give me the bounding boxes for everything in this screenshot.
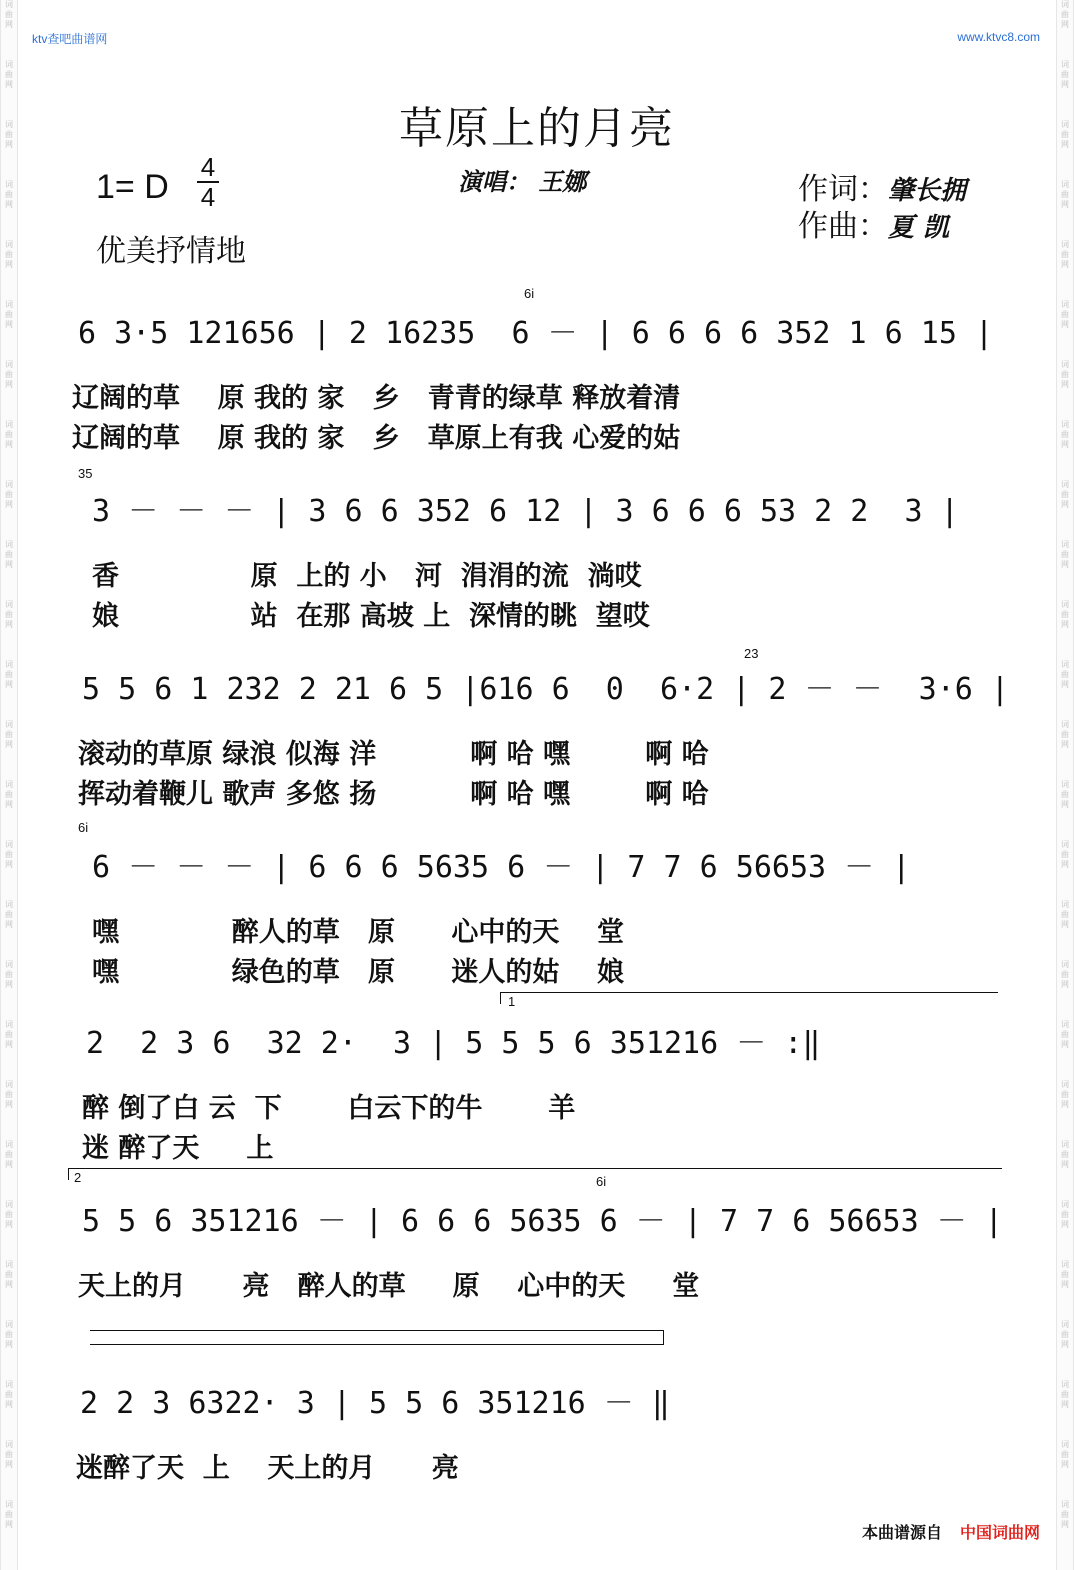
watermark-glyph: 网 — [1061, 920, 1069, 929]
watermark-glyph: 词 — [5, 1440, 13, 1449]
watermark-glyph: 网 — [1061, 20, 1069, 29]
grace-note: 6i — [596, 1174, 607, 1189]
site-name-left: ktv查吧曲谱网 — [32, 32, 108, 46]
watermark-glyph: 词 — [1061, 840, 1069, 849]
watermark-glyph: 词 — [1061, 1380, 1069, 1389]
volta-bracket-1 — [500, 992, 998, 993]
watermark-glyph: 网 — [5, 860, 13, 869]
watermark-glyph: 曲 — [5, 1150, 13, 1159]
notation-line: 6 3·5 121656 | 2 16235 6 － | 6 6 6 6 352 1 6 15 | — [78, 316, 994, 351]
watermark-glyph: 网 — [5, 20, 13, 29]
watermark-glyph: 网 — [5, 680, 13, 689]
lyric-verse-1: 滚动的草原 绿浪 似海 洋 啊 哈 嘿 啊 哈 — [78, 739, 709, 770]
watermark-glyph: 词 — [5, 840, 13, 849]
watermark-glyph: 曲 — [5, 850, 13, 859]
watermark-glyph: 网 — [1061, 1400, 1069, 1409]
source-label: 本曲谱源自 — [861, 1523, 942, 1542]
lyric-verse-1: 嘿 醉人的草 原 心中的天 堂 — [92, 917, 624, 948]
watermark-glyph: 网 — [5, 1280, 13, 1289]
watermark-glyph: 词 — [5, 1020, 13, 1029]
watermark-gap — [1057, 1290, 1073, 1320]
watermark-glyph: 网 — [5, 1400, 13, 1409]
watermark-glyph: 网 — [1061, 560, 1069, 569]
watermark-gap — [1057, 690, 1073, 720]
watermark-glyph: 曲 — [5, 430, 13, 439]
volta-bracket-2-edge — [68, 1168, 69, 1180]
watermark-glyph: 词 — [5, 480, 13, 489]
watermark-glyph: 词 — [1061, 660, 1069, 669]
watermark-glyph: 网 — [5, 1220, 13, 1229]
watermark-glyph: 网 — [1061, 380, 1069, 389]
grace-note: 6i — [78, 820, 89, 835]
watermark-glyph: 曲 — [5, 790, 13, 799]
watermark-glyph: 曲 — [5, 310, 13, 319]
volta-1-number: 1 — [508, 994, 516, 1009]
watermark-glyph: 曲 — [1061, 250, 1069, 259]
watermark-glyph: 词 — [1061, 60, 1069, 69]
watermark-gap — [1, 1230, 17, 1260]
watermark-glyph: 曲 — [1061, 730, 1069, 739]
watermark-glyph: 网 — [1061, 140, 1069, 149]
watermark-glyph: 词 — [1061, 1080, 1069, 1089]
watermark-glyph: 词 — [5, 780, 13, 789]
notation-line: 2 2 3 6 32 2· 3 | 5 5 5 6 351216 － :‖ — [86, 1026, 821, 1061]
coda-line-upper — [90, 1330, 664, 1331]
watermark-gap — [1, 1350, 17, 1380]
watermark-glyph: 网 — [1061, 800, 1069, 809]
watermark-glyph: 曲 — [1061, 370, 1069, 379]
watermark-glyph: 网 — [5, 800, 13, 809]
watermark-gap — [1057, 750, 1073, 780]
watermark-glyph: 曲 — [1061, 1150, 1069, 1159]
watermark-gap — [1057, 510, 1073, 540]
watermark-glyph: 词 — [5, 180, 13, 189]
volta-bracket-2 — [68, 1168, 1002, 1169]
lyricist-label: 作词： — [798, 172, 888, 207]
watermark-glyph: 曲 — [1061, 130, 1069, 139]
source-site-link[interactable]: 中国词曲网 — [959, 1523, 1040, 1542]
lyric-verse-2: 娘 站 在那 高坡 上 深情的眺 望哎 — [92, 601, 650, 632]
watermark-glyph: 词 — [1061, 1440, 1069, 1449]
watermark-glyph: 网 — [5, 1100, 13, 1109]
watermark-glyph: 词 — [1061, 1020, 1069, 1029]
watermark-glyph: 网 — [5, 320, 13, 329]
notation-line: 5 5 6 1 232 2 21 6 5 |616 6 0 6·2 | 2 － － 3·6 | — [82, 672, 1009, 707]
watermark-glyph: 词 — [1061, 120, 1069, 129]
watermark-glyph: 网 — [1061, 740, 1069, 749]
watermark-gap — [1, 270, 17, 300]
watermark-glyph: 曲 — [1061, 1270, 1069, 1279]
watermark-glyph: 曲 — [1061, 190, 1069, 199]
source-footer — [862, 1520, 1040, 1543]
notation-line: 2 2 3 6322· 3 | 5 5 6 351216 － ‖ — [80, 1386, 670, 1421]
watermark-glyph: 网 — [1061, 1520, 1069, 1529]
watermark-gap — [1, 870, 17, 900]
watermark-glyph: 曲 — [1061, 70, 1069, 79]
watermark-glyph: 曲 — [5, 1030, 13, 1039]
watermark-glyph: 网 — [1061, 1280, 1069, 1289]
watermark-gap — [1057, 450, 1073, 480]
watermark-glyph: 曲 — [5, 1450, 13, 1459]
watermark-gap — [1057, 1410, 1073, 1440]
watermark-glyph: 词 — [5, 60, 13, 69]
watermark-glyph: 词 — [1061, 180, 1069, 189]
watermark-gap — [1057, 330, 1073, 360]
coda-line-edge — [663, 1330, 664, 1344]
watermark-glyph: 网 — [5, 500, 13, 509]
lyric-verse-1: 天上的月 亮 醉人的草 原 心中的天 堂 — [78, 1271, 700, 1302]
watermark-glyph: 词 — [1061, 420, 1069, 429]
watermark-glyph: 词 — [5, 540, 13, 549]
watermark-glyph: 曲 — [5, 1510, 13, 1519]
watermark-glyph: 曲 — [5, 10, 13, 19]
watermark-glyph: 曲 — [5, 670, 13, 679]
watermark-gap — [1, 1290, 17, 1320]
watermark-gap — [1057, 630, 1073, 660]
watermark-glyph: 网 — [1061, 1100, 1069, 1109]
watermark-gap — [1057, 1470, 1073, 1500]
watermark-gap — [1, 570, 17, 600]
watermark-glyph: 网 — [5, 200, 13, 209]
left-watermark-strip — [0, 0, 18, 1570]
watermark-glyph: 词 — [1061, 1200, 1069, 1209]
watermark-glyph: 网 — [1061, 1160, 1069, 1169]
watermark-gap — [1057, 570, 1073, 600]
watermark-glyph: 曲 — [1061, 1390, 1069, 1399]
notation-line: 6 － － － | 6 6 6 5635 6 － | 7 7 6 56653 － | — [92, 850, 911, 885]
watermark-glyph: 曲 — [5, 190, 13, 199]
watermark-gap — [1057, 1230, 1073, 1260]
volta-2-number: 2 — [74, 1170, 82, 1185]
watermark-gap — [1, 1050, 17, 1080]
watermark-gap — [1, 990, 17, 1020]
lyricist-line — [798, 172, 966, 209]
watermark-glyph: 网 — [5, 1340, 13, 1349]
watermark-glyph: 词 — [5, 900, 13, 909]
watermark-glyph: 曲 — [1061, 1090, 1069, 1099]
watermark-glyph: 曲 — [5, 70, 13, 79]
watermark-gap — [1, 930, 17, 960]
watermark-glyph: 网 — [5, 1160, 13, 1169]
watermark-glyph: 词 — [5, 720, 13, 729]
watermark-glyph: 曲 — [5, 550, 13, 559]
grace-note: 35 — [78, 466, 93, 481]
watermark-glyph: 网 — [1061, 200, 1069, 209]
watermark-glyph: 网 — [5, 440, 13, 449]
watermark-glyph: 曲 — [1061, 790, 1069, 799]
watermark-glyph: 网 — [5, 140, 13, 149]
watermark-gap — [1057, 930, 1073, 960]
watermark-glyph: 网 — [1061, 620, 1069, 629]
watermark-gap — [1, 510, 17, 540]
watermark-gap — [1, 630, 17, 660]
watermark-glyph: 网 — [1061, 1040, 1069, 1049]
watermark-glyph: 曲 — [5, 910, 13, 919]
watermark-gap — [1, 1110, 17, 1140]
watermark-glyph: 曲 — [5, 370, 13, 379]
watermark-glyph: 网 — [1061, 980, 1069, 989]
watermark-glyph: 词 — [1061, 1140, 1069, 1149]
watermark-glyph: 网 — [5, 80, 13, 89]
site-url-right: www.ktvc8.com — [957, 30, 1040, 44]
watermark-gap — [1057, 1110, 1073, 1140]
notation-line: 3 － － － | 3 6 6 352 6 12 | 3 6 6 6 53 2 2 3 | — [92, 494, 959, 529]
watermark-glyph: 曲 — [1061, 1450, 1069, 1459]
watermark-glyph: 词 — [5, 420, 13, 429]
watermark-glyph: 网 — [1061, 80, 1069, 89]
watermark-glyph: 网 — [1061, 1460, 1069, 1469]
watermark-gap — [1, 330, 17, 360]
watermark-glyph: 曲 — [1061, 10, 1069, 19]
credits — [798, 172, 966, 246]
watermark-glyph: 曲 — [5, 730, 13, 739]
lyric-verse-1: 醉 倒了白 云 下 白云下的牛 羊 — [82, 1093, 576, 1124]
watermark-gap — [1, 1170, 17, 1200]
watermark-glyph: 曲 — [5, 1270, 13, 1279]
watermark-glyph: 曲 — [1061, 550, 1069, 559]
key-signature: 1= D — [96, 168, 169, 206]
watermark-gap — [1057, 1050, 1073, 1080]
singer-name: 王娜 — [538, 168, 587, 196]
watermark-glyph: 词 — [5, 1260, 13, 1269]
watermark-glyph: 网 — [5, 1520, 13, 1529]
watermark-gap — [1057, 810, 1073, 840]
watermark-glyph: 词 — [1061, 360, 1069, 369]
watermark-glyph: 词 — [1061, 1260, 1069, 1269]
watermark-gap — [1, 690, 17, 720]
watermark-gap — [1057, 870, 1073, 900]
watermark-glyph: 曲 — [5, 490, 13, 499]
watermark-gap — [1057, 390, 1073, 420]
notation-line: 5 5 6 351216 － | 6 6 6 5635 6 － | 7 7 6 56653 － | — [82, 1204, 1003, 1239]
watermark-glyph: 词 — [1061, 600, 1069, 609]
watermark-glyph: 词 — [1061, 240, 1069, 249]
watermark-glyph: 网 — [5, 740, 13, 749]
watermark-glyph: 网 — [5, 620, 13, 629]
watermark-glyph: 曲 — [1061, 1030, 1069, 1039]
time-signature — [196, 153, 220, 211]
watermark-glyph: 网 — [5, 1040, 13, 1049]
right-watermark-strip — [1056, 0, 1074, 1570]
watermark-glyph: 词 — [5, 1200, 13, 1209]
watermark-glyph: 词 — [1061, 300, 1069, 309]
composer-line — [798, 209, 966, 246]
watermark-glyph: 网 — [5, 920, 13, 929]
watermark-glyph: 词 — [5, 240, 13, 249]
watermark-gap — [1, 750, 17, 780]
watermark-glyph: 词 — [1061, 480, 1069, 489]
lyric-verse-2: 辽阔的草 原 我的 家 乡 草原上有我 心爱的姑 — [72, 423, 681, 454]
watermark-glyph: 词 — [5, 300, 13, 309]
composer-name: 夏 凯 — [888, 213, 950, 243]
watermark-glyph: 曲 — [5, 1210, 13, 1219]
watermark-glyph: 网 — [5, 1460, 13, 1469]
watermark-glyph: 曲 — [1061, 970, 1069, 979]
watermark-glyph: 词 — [5, 660, 13, 669]
volta-bracket-1-edge — [500, 992, 501, 1004]
grace-note: 6i — [524, 286, 535, 301]
watermark-glyph: 网 — [5, 980, 13, 989]
watermark-glyph: 网 — [1061, 500, 1069, 509]
watermark-gap — [1057, 1170, 1073, 1200]
watermark-glyph: 词 — [5, 120, 13, 129]
watermark-glyph: 网 — [1061, 320, 1069, 329]
singer-label: 演唱： — [458, 168, 530, 196]
watermark-glyph: 曲 — [1061, 850, 1069, 859]
coda-line-lower — [90, 1344, 664, 1345]
watermark-glyph: 曲 — [1061, 1510, 1069, 1519]
watermark-glyph: 词 — [5, 1080, 13, 1089]
watermark-gap — [1, 1410, 17, 1440]
time-top: 4 — [200, 152, 216, 182]
watermark-glyph: 曲 — [1061, 490, 1069, 499]
watermark-gap — [1, 210, 17, 240]
watermark-glyph: 词 — [1061, 720, 1069, 729]
watermark-gap — [1, 1470, 17, 1500]
lyric-verse-2: 挥动着鞭儿 歌声 多悠 扬 啊 哈 嘿 啊 哈 — [78, 779, 709, 810]
watermark-glyph: 曲 — [1061, 1210, 1069, 1219]
watermark-gap — [1, 450, 17, 480]
watermark-gap — [1, 390, 17, 420]
watermark-glyph: 曲 — [5, 610, 13, 619]
watermark-glyph: 网 — [1061, 680, 1069, 689]
lyric-verse-1: 迷醉了天 上 天上的月 亮 — [76, 1453, 459, 1484]
watermark-glyph: 词 — [5, 960, 13, 969]
lyric-verse-1: 香 原 上的 小 河 涓涓的流 淌哎 — [92, 561, 642, 592]
watermark-glyph: 词 — [1061, 0, 1069, 9]
watermark-glyph: 网 — [5, 560, 13, 569]
lyric-verse-2: 迷 醉了天 上 — [82, 1133, 274, 1164]
watermark-glyph: 网 — [1061, 1220, 1069, 1229]
watermark-gap — [1057, 210, 1073, 240]
watermark-glyph: 词 — [1061, 540, 1069, 549]
watermark-glyph: 曲 — [1061, 1330, 1069, 1339]
composer-label: 作曲： — [798, 209, 888, 244]
watermark-glyph: 词 — [5, 1500, 13, 1509]
watermark-gap — [1057, 1530, 1073, 1560]
watermark-glyph: 曲 — [5, 250, 13, 259]
lyric-verse-2: 嘿 绿色的草 原 迷人的姑 娘 — [92, 957, 624, 988]
time-bottom: 4 — [200, 182, 216, 212]
watermark-glyph: 词 — [1061, 1500, 1069, 1509]
watermark-glyph: 网 — [1061, 860, 1069, 869]
watermark-glyph: 网 — [1061, 260, 1069, 269]
watermark-gap — [1057, 30, 1073, 60]
watermark-glyph: 曲 — [5, 1330, 13, 1339]
watermark-glyph: 曲 — [5, 970, 13, 979]
watermark-glyph: 曲 — [1061, 430, 1069, 439]
watermark-glyph: 曲 — [1061, 670, 1069, 679]
watermark-glyph: 曲 — [5, 1090, 13, 1099]
watermark-gap — [1, 810, 17, 840]
watermark-glyph: 词 — [5, 360, 13, 369]
watermark-glyph: 词 — [5, 1380, 13, 1389]
tempo-marking: 优美抒情地 — [96, 234, 246, 269]
song-title: 草原上的月亮 — [399, 103, 675, 154]
watermark-glyph: 曲 — [1061, 310, 1069, 319]
watermark-glyph: 曲 — [1061, 610, 1069, 619]
watermark-glyph: 曲 — [5, 1390, 13, 1399]
watermark-glyph: 词 — [5, 600, 13, 609]
watermark-glyph: 词 — [5, 1320, 13, 1329]
watermark-glyph: 词 — [1061, 960, 1069, 969]
watermark-glyph: 曲 — [5, 130, 13, 139]
watermark-gap — [1057, 270, 1073, 300]
watermark-glyph: 词 — [5, 0, 13, 9]
lyric-verse-1: 辽阔的草 原 我的 家 乡 青青的绿草 释放着清 — [72, 383, 681, 414]
lyricist-name: 肇长拥 — [888, 176, 967, 206]
watermark-gap — [1057, 1350, 1073, 1380]
watermark-gap — [1057, 990, 1073, 1020]
watermark-glyph: 网 — [5, 380, 13, 389]
watermark-glyph: 词 — [1061, 900, 1069, 909]
watermark-glyph: 词 — [1061, 780, 1069, 789]
watermark-gap — [1, 30, 17, 60]
watermark-glyph: 词 — [5, 1140, 13, 1149]
watermark-glyph: 词 — [1061, 1320, 1069, 1329]
watermark-glyph: 网 — [1061, 1340, 1069, 1349]
watermark-glyph: 网 — [5, 260, 13, 269]
watermark-gap — [1, 1530, 17, 1560]
grace-note: 23 — [744, 646, 759, 661]
watermark-glyph: 网 — [1061, 440, 1069, 449]
watermark-glyph: 曲 — [1061, 910, 1069, 919]
singer-credit — [458, 162, 586, 197]
